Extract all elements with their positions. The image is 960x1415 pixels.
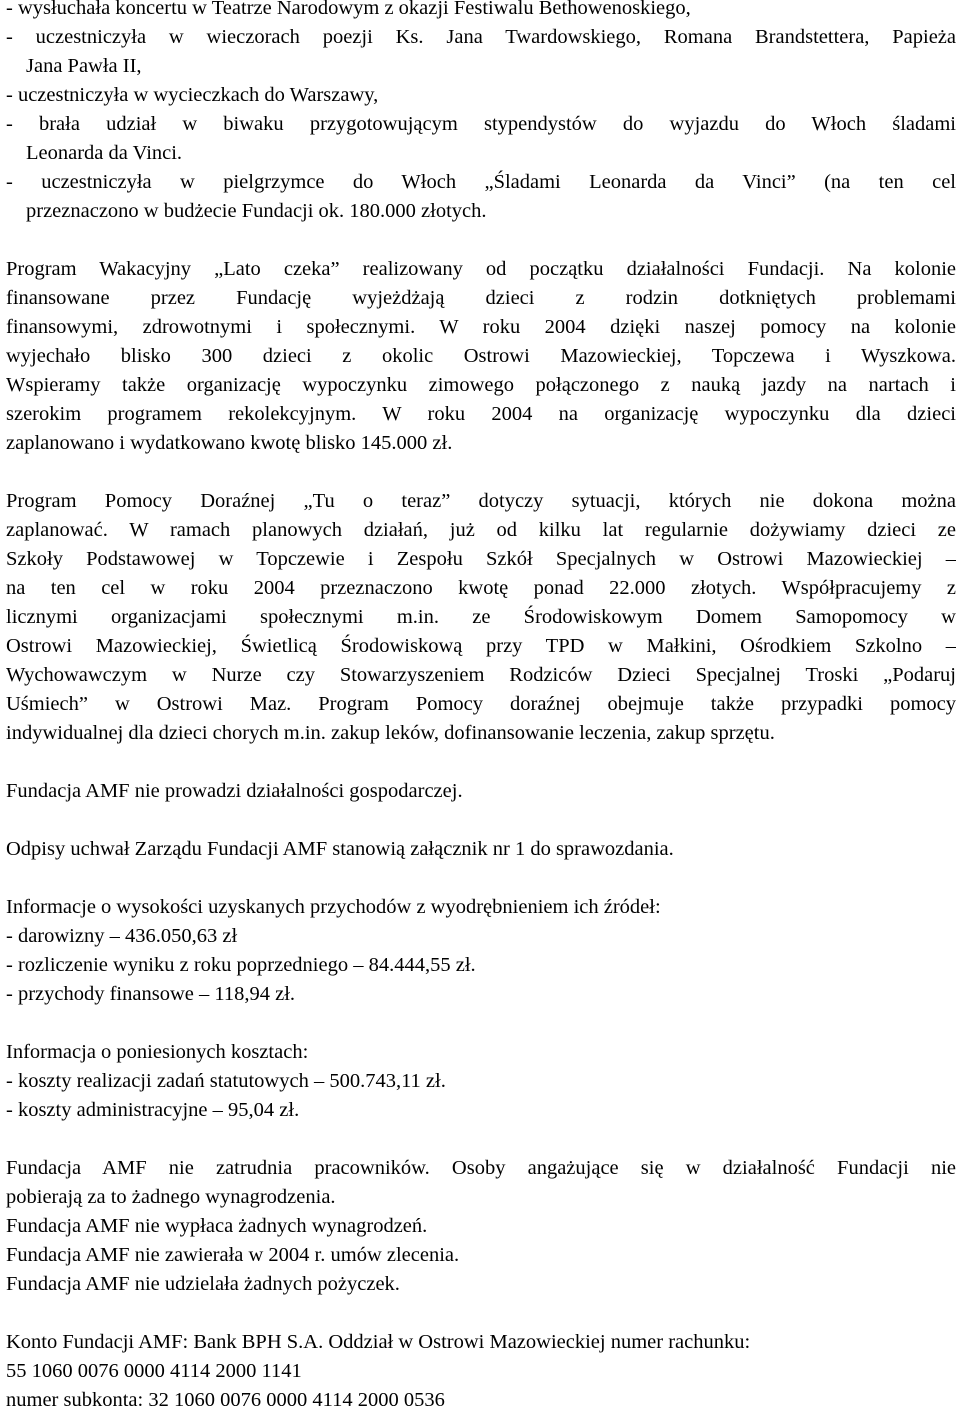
costs-heading: Informacja o poniesionych kosztach: bbox=[6, 1041, 309, 1063]
paragraph-line: indywidualnej dla dzieci chorych m.in. zakup leków, dofinansowanie leczenia, zakup sprzętu. bbox=[6, 722, 775, 744]
list-item: - uczestniczyła w wycieczkach do Warszawy, bbox=[6, 84, 379, 106]
employment-line: Fundacja AMF nie udzielała żadnych pożyczek. bbox=[6, 1273, 400, 1295]
income-section bbox=[6, 893, 956, 1009]
spacer bbox=[6, 1009, 956, 1038]
spacer bbox=[6, 864, 956, 893]
spacer bbox=[6, 1125, 956, 1154]
paragraph-line: Ostrowi Mazowieckiej, Świetlicą Środowiskową przy TPD w Małkini, Ośrodkiem Szkolno – bbox=[6, 635, 956, 657]
paragraph-line: zaplanować. W ramach planowych działań, już od kilku lat regularnie dożywiamy dzieci ze bbox=[6, 519, 956, 541]
activities-list bbox=[6, 0, 956, 226]
paragraph-emergency-help bbox=[6, 487, 956, 748]
spacer bbox=[6, 1299, 956, 1328]
list-item: - brała udział w biwaku przygotowującym stypendystów do wyjazdu do Włoch śladami bbox=[6, 113, 956, 135]
spacer bbox=[6, 226, 956, 255]
paragraph-line: wyjechało blisko 300 dzieci z okolic Ostrowi Mazowieckiej, Topczewa i Wyszkowa. bbox=[6, 345, 956, 367]
paragraph-line: szerokim programem rekolekcyjnym. W roku 2004 na organizację wypoczynku dla dzieci bbox=[6, 403, 956, 425]
employment-line: pobierają za to żadnego wynagrodzenia. bbox=[6, 1186, 336, 1208]
list-item-continuation: przeznaczono w budżecie Fundacji ok. 180.000 złotych. bbox=[26, 200, 487, 222]
paragraph-line: Program Wakacyjny „Lato czeka” realizowany od początku działalności Fundacji. Na kolonie bbox=[6, 258, 956, 280]
account-number: 55 1060 0076 0000 4114 2000 1141 bbox=[6, 1360, 302, 1382]
spacer bbox=[6, 748, 956, 777]
income-heading: Informacje o wysokości uzyskanych przychodów z wyodrębnieniem ich źródeł: bbox=[6, 896, 661, 918]
costs-section bbox=[6, 1038, 956, 1125]
paragraph-line: Wychowawczym w Nurze czy Stowarzyszeniem Rodziców Dzieci Specjalnej Troski „Podaruj bbox=[6, 664, 956, 686]
statement-business bbox=[6, 777, 956, 806]
income-item: - przychody finansowe – 118,94 zł. bbox=[6, 983, 296, 1005]
list-item: - uczestniczyła w wieczorach poezji Ks. Jana Twardowskiego, Romana Brandstettera, Papieża bbox=[6, 26, 956, 48]
paragraph-line: licznymi organizacjami społecznymi m.in. ze Środowiskowym Domem Samopomocy w bbox=[6, 606, 956, 628]
employment-section bbox=[6, 1154, 956, 1299]
list-item: - uczestniczyła w pielgrzymce do Włoch „Śladami Leonarda da Vinci” (na ten cel bbox=[6, 171, 956, 193]
spacer bbox=[6, 458, 956, 487]
income-item: - darowizny – 436.050,63 zł bbox=[6, 925, 238, 947]
employment-line: Fundacja AMF nie zatrudnia pracowników. Osoby angażujące się w działalność Fundacji nie bbox=[6, 1157, 956, 1179]
paragraph-summer-program bbox=[6, 255, 956, 458]
income-item: - rozliczenie wyniku z roku poprzedniego – 84.444,55 zł. bbox=[6, 954, 476, 976]
costs-item: - koszty realizacji zadań statutowych – 500.743,11 zł. bbox=[6, 1070, 446, 1092]
statement-resolutions bbox=[6, 835, 956, 864]
paragraph-line: Wspieramy także organizację wypoczynku zimowego połączonego z nauką jazdy na nartach i bbox=[6, 374, 956, 396]
list-item-continuation: Jana Pawła II, bbox=[26, 55, 142, 77]
paragraph-line: finansowymi, zdrowotnymi i społecznymi. W roku 2004 dzięki naszej pomocy na kolonie bbox=[6, 316, 956, 338]
paragraph-line: na ten cel w roku 2004 przeznaczono kwotę ponad 22.000 złotych. Współpracujemy z bbox=[6, 577, 956, 599]
costs-item: - koszty administracyjne – 95,04 zł. bbox=[6, 1099, 300, 1121]
paragraph-line: zaplanowano i wydatkowano kwotę blisko 145.000 zł. bbox=[6, 432, 453, 454]
account-section bbox=[6, 1328, 956, 1415]
list-item-continuation: Leonarda da Vinci. bbox=[26, 142, 183, 164]
statement-text: Fundacja AMF nie prowadzi działalności gospodarczej. bbox=[6, 780, 463, 802]
paragraph-line: Uśmiech” w Ostrowi Maz. Program Pomocy doraźnej obejmuje także przypadki pomocy bbox=[6, 693, 956, 715]
paragraph-line: finansowane przez Fundację wyjeżdżają dzieci z rodzin dotkniętych problemami bbox=[6, 287, 956, 309]
employment-line: Fundacja AMF nie wypłaca żadnych wynagrodzeń. bbox=[6, 1215, 428, 1237]
subaccount-number: numer subkonta: 32 1060 0076 0000 4114 2000 0536 bbox=[6, 1389, 445, 1411]
spacer bbox=[6, 806, 956, 835]
statement-text: Odpisy uchwał Zarządu Fundacji AMF stanowią załącznik nr 1 do sprawozdania. bbox=[6, 838, 674, 860]
list-item: - wysłuchała koncertu w Teatrze Narodowym z okazji Festiwalu Bethowenoskiego, bbox=[6, 0, 691, 19]
employment-line: Fundacja AMF nie zawierała w 2004 r. umów zlecenia. bbox=[6, 1244, 460, 1266]
paragraph-line: Szkoły Podstawowej w Topczewie i Zespołu Szkół Specjalnych w Ostrowi Mazowieckiej – bbox=[6, 548, 956, 570]
paragraph-line: Program Pomocy Doraźnej „Tu o teraz” dotyczy sytuacji, których nie dokona można bbox=[6, 490, 956, 512]
account-line: Konto Fundacji AMF: Bank BPH S.A. Oddział w Ostrowi Mazowieckiej numer rachunku: bbox=[6, 1331, 751, 1353]
